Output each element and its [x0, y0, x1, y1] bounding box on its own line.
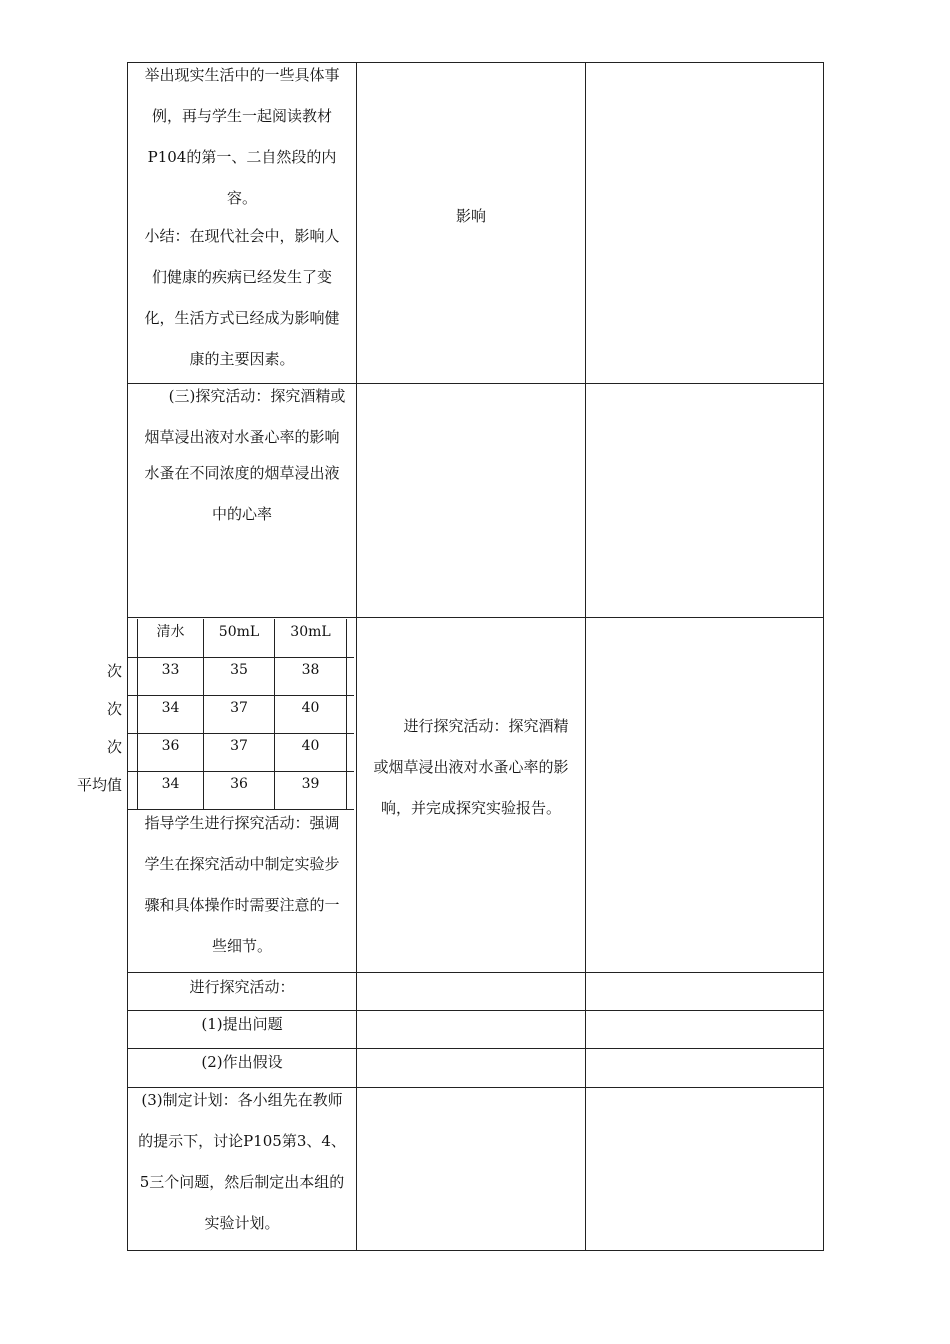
value-cell: 35	[230, 662, 248, 678]
row5-teacher-activity: (1)提出问题	[201, 1015, 283, 1033]
row-label: 次	[106, 662, 122, 680]
row4-teacher-activity: 进行探究活动：	[189, 978, 295, 996]
row-label: 平均值	[76, 776, 122, 794]
row2-paragraph-1: (三)探究活动：探究酒精或烟草浸出液对水蚤心率的影响	[144, 387, 346, 446]
table-border-bottom	[127, 1250, 824, 1251]
header-cell: 清水	[156, 624, 185, 640]
row3-student-text: 进行探究活动：探究酒精或烟草浸出液对水蚤心率的影响，并完成探究实验报告。	[373, 717, 569, 817]
row1-teacher-activity	[128, 55, 356, 380]
row-label: 次	[106, 700, 122, 718]
header-cell: 30mL	[290, 624, 331, 640]
inner-table-line	[128, 771, 354, 772]
table-col-divider-1	[356, 62, 357, 1251]
inner-table-line	[128, 695, 354, 696]
row-divider	[127, 617, 824, 618]
row-label: 次	[106, 738, 122, 756]
table-col-divider-2	[585, 62, 586, 1251]
inner-table-line	[346, 619, 347, 810]
table-border-right	[823, 62, 824, 1251]
row6-teacher-activity: (2)作出假设	[201, 1053, 283, 1071]
inner-table-line	[128, 657, 354, 658]
value-cell: 38	[301, 662, 320, 678]
header-cell: 50mL	[218, 624, 260, 640]
value-cell: 37	[230, 738, 248, 754]
value-cell: 39	[301, 776, 320, 792]
row2-paragraph-2: 水蚤在不同浓度的烟草浸出液中的心率	[144, 464, 340, 523]
inner-table-line	[128, 733, 354, 734]
value-cell: 37	[230, 700, 248, 716]
value-cell: 34	[161, 776, 180, 792]
row1-student-activity: 影响	[455, 207, 486, 225]
row1-paragraph-2: 小结：在现代社会中，影响人们健康的疾病已经发生了变化，生活方式已经成为影响健康的主要因素。	[144, 227, 340, 368]
value-cell: 40	[301, 738, 320, 754]
row3-student-activity	[357, 706, 585, 829]
row2-teacher-activity	[128, 376, 356, 535]
row7-teacher-activity: (3)制定计划：各小组先在教师的提示下，讨论P105第3、4、5三个问题，然后制定出本组的实验计划。	[138, 1091, 346, 1232]
row1-paragraph-1: 举出现实生活中的一些具体事例，再与学生一起阅读教材P104的第一、二自然段的内容。	[144, 66, 340, 207]
value-cell: 36	[161, 738, 180, 754]
value-cell: 34	[161, 700, 180, 716]
value-cell: 40	[301, 700, 320, 716]
value-cell: 36	[230, 776, 248, 792]
value-cell: 33	[161, 662, 180, 678]
row3-teacher-activity: 指导学生进行探究活动：强调学生在探究活动中制定实验步骤和具体操作时需要注意的一些细节。	[144, 814, 340, 955]
